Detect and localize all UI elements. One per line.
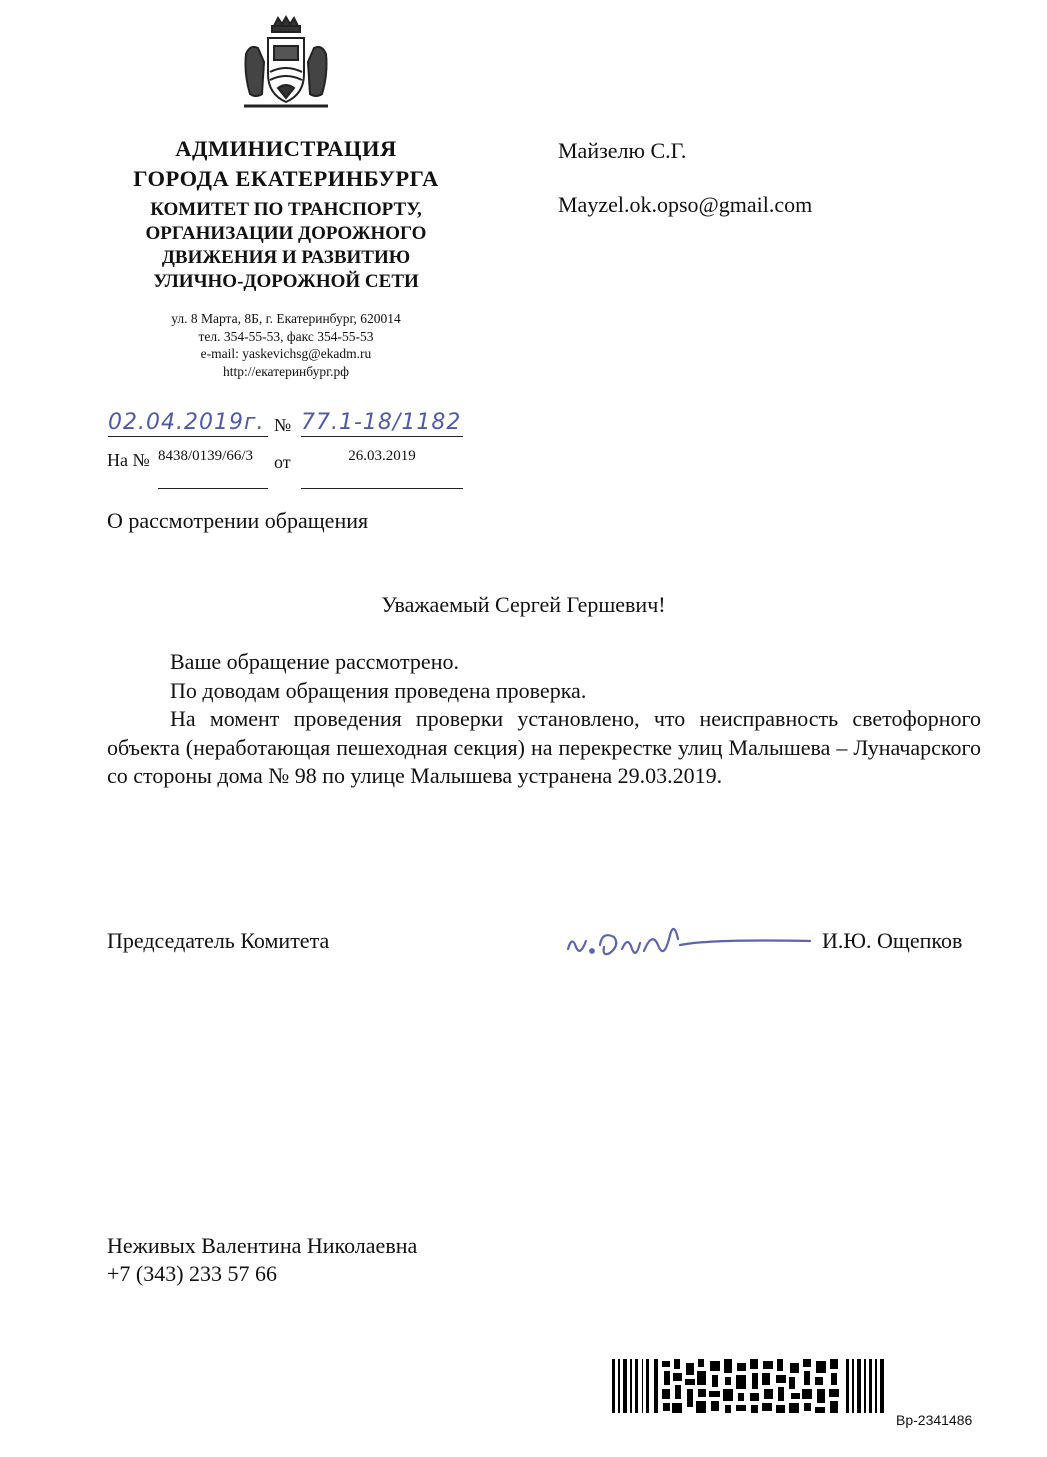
address-line: ул. 8 Марта, 8Б, г. Екатеринбург, 620014 [171,311,401,326]
recipient-name: Майзелю С.Г. [558,138,687,163]
body-paragraph-1: Ваше обращение рассмотрено. [170,649,459,674]
organization-name [100,134,472,194]
organization-line-1: АДМИНИСТРАЦИЯ [175,136,397,161]
signatory-name: И.Ю. Ощепков [822,928,963,953]
organization-line-2: ГОРОДА ЕКАТЕРИНБУРГА [133,166,439,191]
committee-line-2: ОРГАНИЗАЦИИ ДОРОЖНОГО [145,223,427,244]
reference-from-label: от [274,452,291,472]
committee-line-1: КОМИТЕТ ПО ТРАНСПОРТУ, [150,199,422,220]
barcode-id: Вр-2341486 [896,1412,973,1428]
executor-phone: +7 (343) 233 57 66 [107,1261,278,1286]
registration-date: 02.04.2019г. [108,410,268,437]
committee-line-4: УЛИЧНО-ДОРОЖНОЙ СЕТИ [153,271,419,292]
contact-block [100,310,472,380]
document-barcode [612,1359,888,1413]
executor-name: Неживых Валентина Николаевна [107,1233,418,1258]
city-coat-of-arms-icon [236,14,336,114]
committee-line-3: ДВИЖЕНИЯ И РАЗВИТИЮ [161,247,411,268]
website-line: http://екатеринбург.рф [222,363,350,379]
committee-name [100,198,472,294]
registration-number: 77.1-18/1182 [301,410,462,435]
reference-date: 26.03.2019 [301,448,463,489]
greeting: Уважаемый Сергей Гершевич! [381,592,666,617]
reference-number: 8438/0139/66/3 [158,448,268,489]
letter-body [107,648,981,791]
body-paragraph-2: По доводам обращения проведена проверка. [170,677,587,703]
body-paragraph-3: На момент проведения проверки установлено, что неисправность светофорного объекта (неработающая пешеходная секция) на перекрестке улиц Малышева – Луначарского со стороны дома № 98 по улице Малышева устранена 29.03.2019. [107,706,981,788]
recipient-email: Mayzel.ok.opso@gmail.com [558,192,813,217]
reference-label: На № [107,450,150,470]
letter-subject: О рассмотрении обращения [107,508,369,533]
email-line: e-mail: yaskevichsg@ekadm.ru [200,346,372,361]
signatory-title: Председатель Комитета [107,928,330,953]
handwritten-signature [560,905,820,965]
phone-line: тел. 354-55-53, факс 354-55-53 [198,328,374,344]
registration-number-label: № [274,415,292,435]
